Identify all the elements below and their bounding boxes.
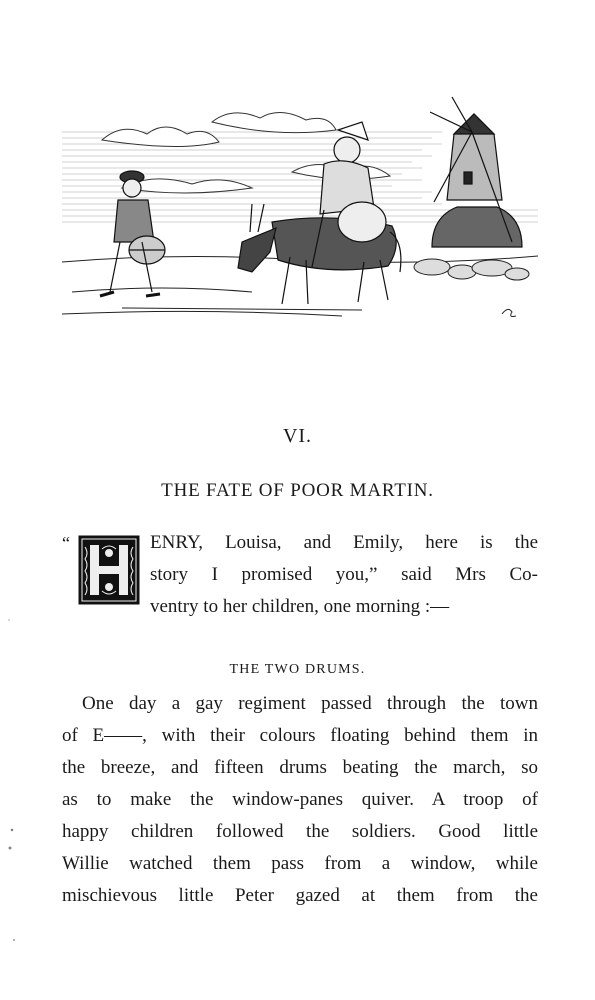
- opening-line: ENRY, Louisa, and Emily, here is the: [150, 532, 538, 553]
- section-heading: THE TWO DRUMS.: [229, 662, 366, 677]
- chapter-title: THE FATE OF POOR MARTIN.: [161, 480, 434, 501]
- windmill: [430, 97, 522, 247]
- opening-line: story I promised you,” said Mrs Co-: [150, 564, 538, 585]
- ornamental-dropcap-icon: [78, 535, 140, 605]
- text-line: Willie watched them pass from a window, while: [62, 853, 538, 874]
- text-line: One day a gay regiment passed through the town: [82, 693, 538, 714]
- text-line: mischievous little Peter gazed at them from the: [62, 885, 538, 906]
- text-line: as to make the window-panes quiver. A troop of: [62, 789, 538, 810]
- engraver-mark: [502, 309, 516, 316]
- rocks: [414, 259, 529, 280]
- chapter-illustration: [62, 92, 538, 332]
- text-line: happy children followed the soldiers. Good little: [62, 821, 538, 842]
- chapter-number: VI.: [282, 425, 313, 447]
- body-paragraph: [62, 688, 538, 912]
- open-quote-mark: “: [62, 533, 70, 553]
- text-line: of E——, with their colours floating behind them in: [62, 725, 538, 746]
- text-line: the breeze, and fifteen drums beating the march, so: [62, 757, 538, 778]
- opening-line: ventry to her children, one morning :—: [150, 596, 450, 617]
- opening-paragraph: [62, 527, 542, 627]
